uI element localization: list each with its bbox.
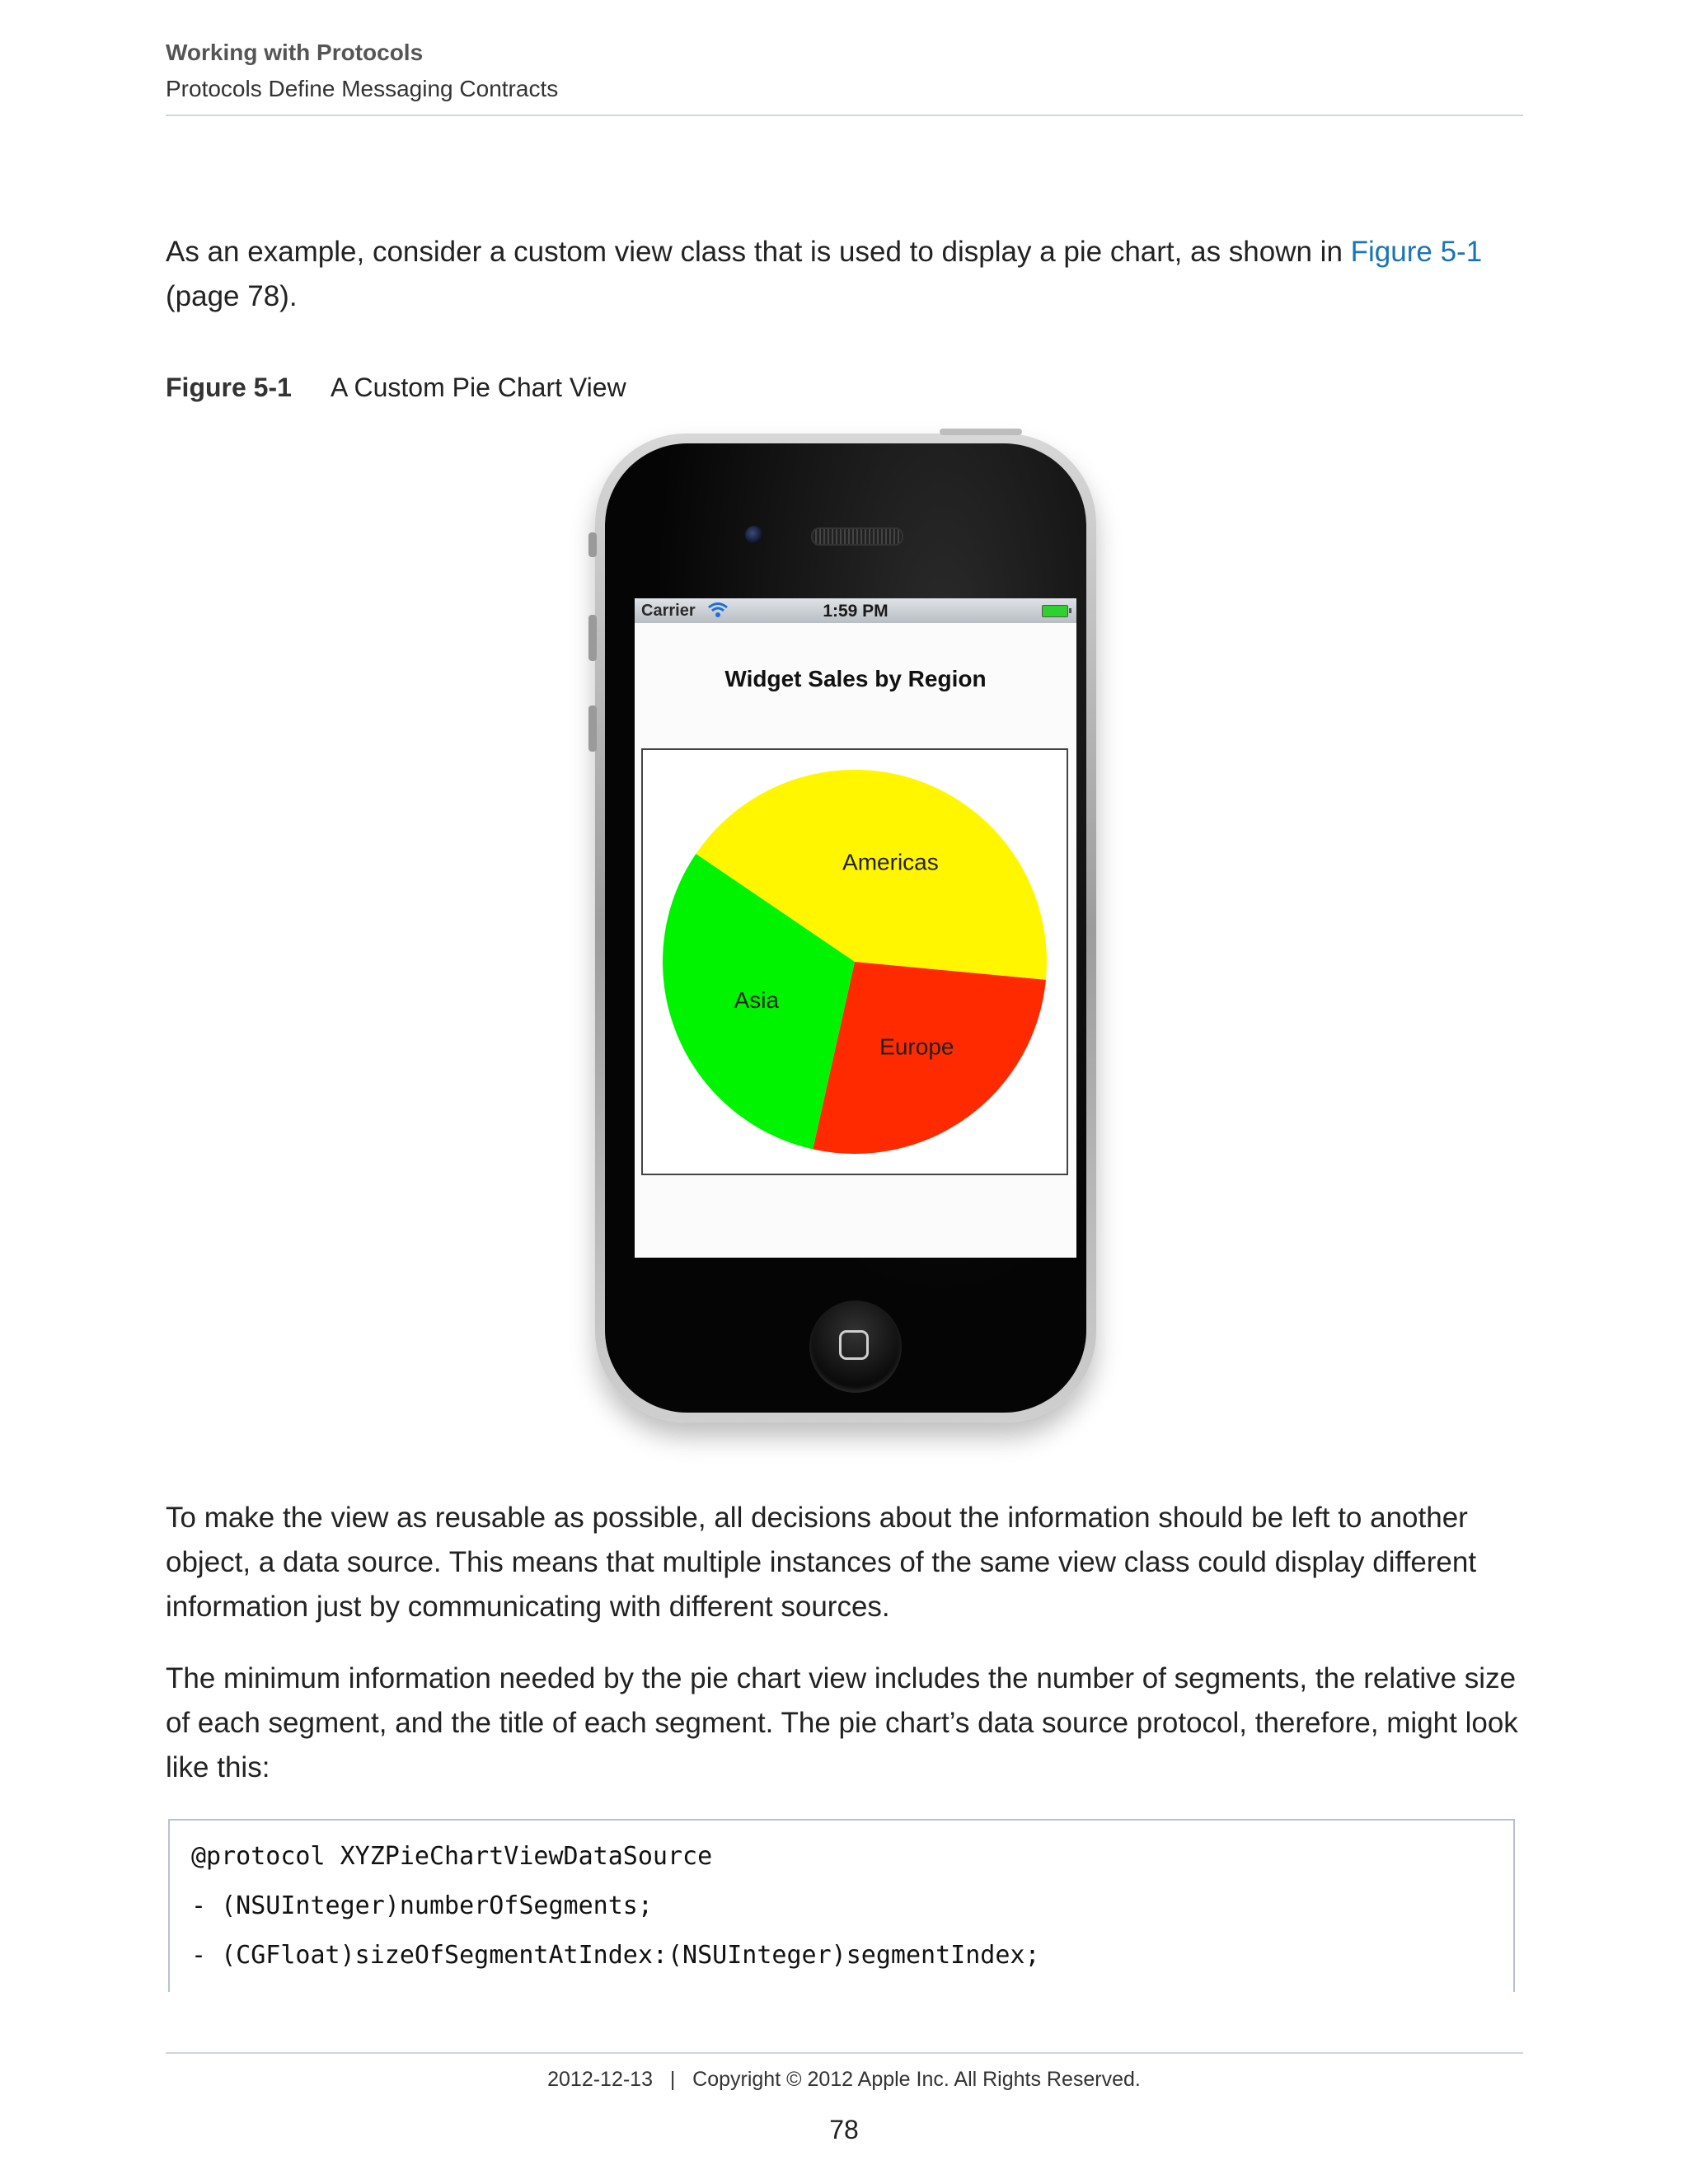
page-number: 78 [829,2115,859,2144]
volume-up-button [588,615,597,661]
iphone-illustration [595,434,1096,1422]
code-line-1: @protocol XYZPieChartViewDataSource [191,1842,713,1871]
paragraph-1: To make the view as reusable as possible, all decisions about the information should be left to another object, a data source. This means that multiple instances of the same view class could display different information just by communicating with different sources. [166,1502,1477,1623]
sleep-button [940,429,1022,435]
header-divider [166,115,1523,116]
pie-label-europe: Europe [879,1033,954,1060]
home-square-icon [839,1330,869,1360]
phone-face [605,443,1086,1413]
mute-switch [588,532,597,557]
intro-text-before: As an example, consider a custom view class that is used to display a pie chart, as shown in [166,236,1351,268]
code-line-2: - (NSUInteger)numberOfSegments; [191,1891,653,1920]
footer-copyright: 2012-12-13 | Copyright © 2012 Apple Inc. All Rights Reserved. [547,2068,1141,2091]
footer-divider [166,2052,1523,2054]
status-bar [635,598,1076,623]
running-header-chapter: Working with Protocols [166,40,424,65]
app-title: Widget Sales by Region [724,666,987,691]
phone-screen [635,598,1076,1258]
figure-title: A Custom Pie Chart View [331,373,626,402]
running-header-section: Protocols Define Messaging Contracts [166,76,559,101]
figure-caption [166,373,626,403]
earpiece-speaker [811,527,903,546]
battery-icon [1042,605,1068,617]
code-listing [168,1819,1515,1992]
intro-text-after: (page 78). [166,280,298,312]
paragraph-2: The minimum information needed by the pie chart view includes the number of segments, the relative size of each segment, and the title of each segment. The pie chart’s data source protocol, therefore, might look like this: [166,1662,1518,1783]
front-camera-icon [745,526,763,544]
intro-paragraph [166,230,1526,319]
figure-number: Figure 5-1 [166,373,292,402]
carrier-label: Carrier [641,602,696,620]
volume-down-button [588,705,597,752]
pie-label-americas: Americas [842,849,939,875]
status-time: 1:59 PM [823,602,889,621]
home-button [809,1301,902,1393]
pie-chart-view [641,748,1068,1175]
pie-chart [643,750,1067,1174]
pie-label-asia: Asia [734,987,780,1014]
code-line-3: - (CGFloat)sizeOfSegmentAtIndex:(NSUInteger)segmentIndex; [191,1941,1040,1970]
figure-link[interactable]: Figure 5-1 [1350,236,1483,268]
